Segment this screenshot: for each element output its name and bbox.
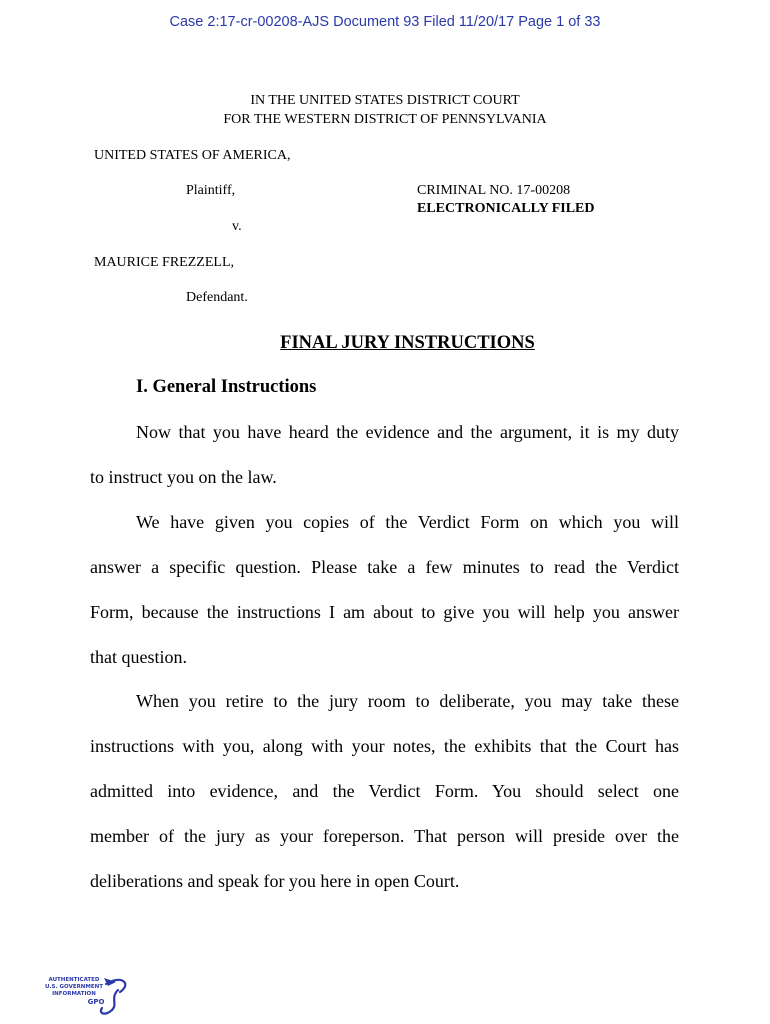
court-name-line-2: FOR THE WESTERN DISTRICT OF PENNSYLVANIA xyxy=(223,112,547,127)
plaintiff-name: UNITED STATES OF AMERICA, xyxy=(94,148,291,163)
paragraph-line: member of the jury as your foreperson. That person will preside over the xyxy=(90,826,679,846)
paragraph-line: When you retire to the jury room to deliberate, you may take these xyxy=(136,691,679,711)
section-heading: I. General Instructions xyxy=(136,377,317,397)
court-name-line-1: IN THE UNITED STATES DISTRICT COURT xyxy=(250,93,520,108)
svg-text:AUTHENTICATED: AUTHENTICATED xyxy=(48,977,100,983)
paragraph-line: instructions with you, along with your notes, the exhibits that the Court has xyxy=(90,736,679,756)
defendant-role: Defendant. xyxy=(186,290,248,305)
paragraph-line: Now that you have heard the evidence and the argument, it is my duty xyxy=(136,422,679,442)
case-header-stamp: Case 2:17-cr-00208-AJS Document 93 Filed 11/20/17 Page 1 of 33 xyxy=(169,14,601,30)
paragraph-line: to instruct you on the law. xyxy=(90,467,277,487)
defendant-name: MAURICE FREZZELL, xyxy=(94,255,234,270)
document-title: FINAL JURY INSTRUCTIONS xyxy=(280,333,535,353)
svg-text:GPO: GPO xyxy=(87,998,105,1006)
versus-label: v. xyxy=(232,219,242,234)
svg-text:INFORMATION: INFORMATION xyxy=(52,991,96,997)
paragraph-line: Form, because the instructions I am about to give you will help you answer xyxy=(90,602,679,622)
paragraph-line: that question. xyxy=(90,647,187,667)
svg-text:U.S. GOVERNMENT: U.S. GOVERNMENT xyxy=(45,984,103,990)
paragraph-line: We have given you copies of the Verdict Form on which you will xyxy=(136,512,679,532)
plaintiff-role: Plaintiff, xyxy=(186,183,236,198)
paragraph-line: deliberations and speak for you here in open Court. xyxy=(90,871,460,891)
paragraph-line: admitted into evidence, and the Verdict Form. You should select one xyxy=(90,781,679,801)
case-number: CRIMINAL NO. 17-00208 xyxy=(417,183,571,198)
gpo-authentication-seal xyxy=(44,974,134,1018)
electronic-filing-note: ELECTRONICALLY FILED xyxy=(417,201,595,216)
paragraph-line: answer a specific question. Please take a few minutes to read the Verdict xyxy=(90,557,679,577)
